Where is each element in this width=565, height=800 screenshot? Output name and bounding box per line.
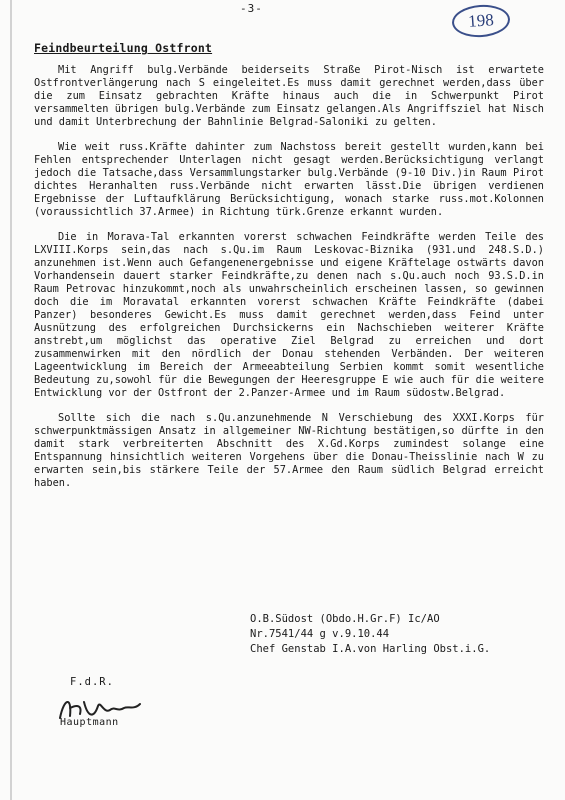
paragraph xyxy=(34,64,544,129)
signature-chief: Chef Genstab I.A.von Harling Obst.i.G. xyxy=(250,643,491,655)
paragraph-text: Mit Angriff bulg.Verbände beiderseits Straße Pirot-Nisch ist erwartete Ostfrontverlängerung nach S eingeleitet.Es muss damit gerechnet werden,dass über die zum Einsatz gebrachten Kräfte hinaus auch die in Schwerpunkt Pirot versammelten übrigen bulg.Verbände zum Einsatz gelangen.Als Angriffsziel hat Nisch und damit Unterbrechung der Bahnlinie Belgrad-Saloniki zu gelten. xyxy=(34,64,544,128)
document-body xyxy=(34,64,544,502)
signature-office: O.B.Südost (Obdo.H.Gr.F) Ic/AO xyxy=(250,613,440,625)
paragraph xyxy=(34,141,544,219)
scan-edge xyxy=(10,0,12,800)
paragraph-text: Sollte sich die nach s.Qu.anzunehmende N Verschiebung des XXXI.Korps für schwerpunktmässigen Ansatz in allgemeiner NW-Richtung bestätigen,so dürfte in den damit stark verbreiterten Abschnitt des X.Gd.Korps zumindest solange eine Entspannung hinsichtlich weiteren Vorgehens über die Donau-Theisslinie nach W zu erwarten sein,bis stärkere Teile der 57.Armee den Raum südlich Belgrad erreicht haben. xyxy=(34,412,544,489)
document-heading: Feindbeurteilung Ostfront xyxy=(34,41,213,55)
rank-label: Hauptmann xyxy=(60,717,119,728)
signature-reference: Nr.7541/44 g v.9.10.44 xyxy=(250,628,390,640)
paragraph xyxy=(34,412,544,490)
paragraph-text: Wie weit russ.Kräfte dahinter zum Nachstoss bereit gestellt wurden,kann bei Fehlen entsprechender Unterlagen nicht gesagt werden.Berücksichtigung verlangt jedoch die Tatsache,dass Versammlungstarker bulg.Verbände (9-10 Div.)in Raum Pirot dichtes Heranhalten russ.Verbände nicht erwarten lässt.Die übrigen verdienen Ergebnisse der Luftaufklärung Berücksichtigung, wonach starke russ.mot.Kolonnen (voraussichtlich 37.Armee) in Richtung türk.Grenze erkannt wurden. xyxy=(34,141,544,218)
paragraph-text: Die in Morava-Tal erkannten vorerst schwachen Feindkräfte werden Teile des LXVIII.Korps sein,das nach s.Qu.im Raum Leskovac-Biznika (931.und 248.S.D.) anzunehmen ist.Wenn auch Gefangenenergebnisse und eigene Kräftelage ostwärts davon Vorhandensein dauert starker Feindkräfte,zu denen nach s.Qu.auch noch 93.S.D.in Raum Petrovac hinzukommt,noch als unwahrscheinlich erscheinen lassen, so gewinnen doch die im Moravatal erkannten vorerst schwachen Kräfte Feindkräfte (dabei Panzer) besonderes Gewicht.Es muss damit gerechnet werden,dass Feind unter Ausnützung des erfolgreichen Durchsickerns ein Nachschieben weiterer Kräfte anstrebt,um möglichst das operative Ziel Belgrad zu erreichen und dort zusammenwirken mit den nördlich der Donau stehenden Verbänden. Der weiteren Lageentwicklung im Bereich der Armeeabteilung Serbien kommt somit wesentliche Bedeutung zu,sowohl für die Bewegungen der Heeresgruppe E wie auch für die weitere Entwicklung vor der Ostfront der 2.Panzer-Armee und im Raum südostw.Belgrad. xyxy=(34,231,544,399)
page-number: -3- xyxy=(240,2,263,15)
paragraph xyxy=(34,231,544,400)
folio-stamp: 198 xyxy=(451,3,511,39)
signature-block xyxy=(250,612,550,657)
fdr-mark: F.d.R. xyxy=(70,676,114,688)
